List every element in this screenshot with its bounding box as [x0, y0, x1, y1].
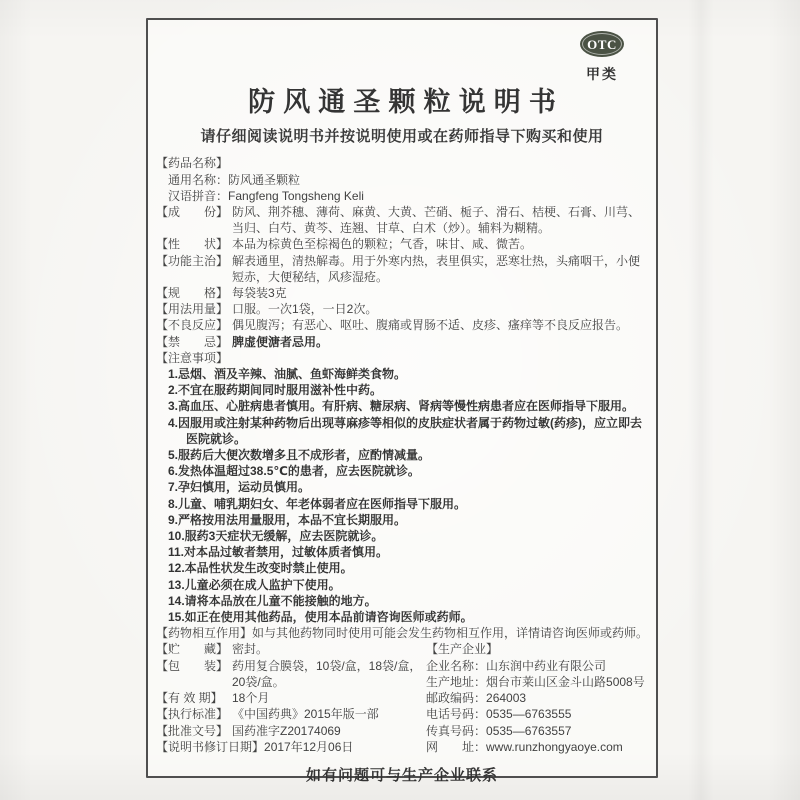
scan-artifact-streak — [688, 0, 714, 800]
packaging-label: 【包 装】 — [156, 658, 229, 673]
precaution-item: 4.因服用或注射某种药物后出现荨麻疹等相似的皮肤症状者属于药物过敏(药疹)，应立即去医院就诊。 — [168, 415, 643, 446]
storage-value: 密封。 — [232, 642, 269, 657]
precaution-item: 2.不宜在服药期间同时服用滋补性中药。 — [168, 383, 383, 398]
validity-row — [156, 690, 426, 706]
revision-row — [156, 739, 426, 755]
pinyin-label: 汉语拼音： — [168, 188, 229, 203]
manufacturer-row — [426, 706, 648, 722]
leaflet-border-frame — [146, 18, 658, 784]
approval-label: 【批准文号】 — [156, 723, 229, 738]
interaction-label: 【药物相互作用】 — [156, 626, 253, 641]
precaution-item: 8.儿童、哺乳期妇女、年老体弱者应在医师指导下服用。 — [168, 496, 467, 511]
precaution-item: 6.发热体温超过38.5℃的患者，应去医院就诊。 — [168, 464, 420, 479]
indications-value: 解表通里，清热解毒。用于外寒内热，表里俱实，恶寒壮热，头痛咽干，小便短赤，大便秘结，风疹湿疮。 — [232, 253, 641, 284]
dosage-row — [156, 301, 648, 317]
ingredients-row — [156, 204, 648, 236]
bottom-left-column — [156, 641, 426, 754]
precaution-item: 15.如正在使用其他药品，使用本品前请咨询医师或药师。 — [168, 610, 473, 625]
manufacturer-row — [426, 723, 648, 739]
manufacturer-row — [426, 739, 648, 755]
validity-label: 【有 效 期】 — [156, 691, 223, 706]
standard-label: 【执行标准】 — [156, 707, 229, 722]
indications-label: 【功能主治】 — [156, 253, 229, 268]
otc-mark-block — [576, 31, 628, 84]
precautions-list — [168, 366, 648, 625]
packaging-value: 药用复合膜袋，10袋/盒，18袋/盒，20袋/盒。 — [232, 658, 422, 689]
postcode-label: 邮政编码： — [426, 691, 487, 706]
website-label: 网 址： — [426, 739, 487, 754]
phone-value: 0535—6763555 — [486, 707, 572, 722]
precaution-item: 10.服药3天症状无缓解，应去医院就诊。 — [168, 529, 384, 544]
indications-row — [156, 253, 648, 285]
interaction-row — [156, 625, 648, 641]
property-value: 本品为棕黄色至棕褐色的颗粒；气香，味甘、咸、微苦。 — [232, 237, 533, 252]
precaution-item: 7.孕妇慎用，运动员慎用。 — [168, 480, 311, 495]
fax-value: 0535—6763557 — [486, 723, 572, 738]
precaution-item: 12.本品性状发生改变时禁止使用。 — [168, 561, 353, 576]
dosage-label: 【用法用量】 — [156, 302, 229, 317]
otc-class-label: 甲类 — [586, 66, 618, 82]
packaging-row — [156, 658, 426, 690]
specification-row — [156, 285, 648, 301]
precaution-item: 11.对本品过敏者禁用，过敏体质者慎用。 — [168, 545, 389, 560]
generic-name-row — [156, 172, 648, 188]
storage-row — [156, 641, 426, 657]
precaution-item: 3.高血压、心脏病患者慎用。有肝病、糖尿病、肾病等慢性病患者应在医师指导下服用。 — [168, 399, 635, 414]
precaution-item: 13.儿童必须在成人监护下使用。 — [168, 577, 341, 592]
manufacturer-row — [426, 658, 648, 674]
phone-label: 电话号码： — [426, 707, 487, 722]
storage-label: 【贮 藏】 — [156, 642, 229, 657]
otc-badge-label: OTC — [587, 36, 617, 52]
generic-name-value: 防风通圣颗粒 — [228, 172, 301, 187]
property-label: 【性 状】 — [156, 237, 229, 252]
generic-name-label: 通用名称： — [168, 172, 229, 187]
revision-label: 【说明书修订日期】 — [156, 739, 265, 754]
standard-value: 《中国药典》2015年版一部 — [232, 707, 379, 722]
company-name-label: 企业名称： — [426, 658, 487, 673]
bottom-columns — [156, 641, 648, 754]
precaution-item: 5.服药后大便次数增多且不成形者，应酌情减量。 — [168, 448, 431, 463]
adverse-reactions-row — [156, 317, 648, 333]
contraindications-row — [156, 334, 648, 350]
precaution-item: 9.严格按用法用量服用，本品不宜长期服用。 — [168, 512, 407, 527]
adverse-reactions-label: 【不良反应】 — [156, 318, 229, 333]
manufacturer-row — [426, 690, 648, 706]
interaction-value: 如与其他药物同时使用可能会发生药物相互作用，详情请咨询医师或药师。 — [252, 626, 649, 641]
website-value: www.runzhongyaoye.com — [486, 739, 623, 754]
manufacturer-row — [426, 674, 648, 690]
section-drug-name-label: 【药品名称】 — [156, 156, 229, 171]
address-value: 烟台市莱山区金斗山路5008号 — [486, 674, 645, 689]
leaflet-body — [156, 155, 648, 784]
contraindications-label: 【禁 忌】 — [156, 334, 229, 349]
specification-label: 【规 格】 — [156, 286, 229, 301]
approval-row — [156, 723, 426, 739]
page-subtitle: 请仔细阅读说明书并按说明使用或在药师指导下购买和使用 — [200, 128, 604, 146]
dosage-value: 口服。一次1袋，一日2次。 — [232, 302, 378, 317]
validity-value: 18个月 — [232, 691, 270, 706]
postcode-value: 264003 — [486, 691, 527, 706]
footer-contact-note: 如有问题可与生产企业联系 — [305, 766, 498, 784]
contraindications-value: 脾虚便溏者忌用。 — [232, 334, 329, 349]
pinyin-value: Fangfeng Tongsheng Keli — [228, 188, 364, 203]
specification-value: 每袋装3克 — [232, 286, 287, 301]
fax-label: 传真号码： — [426, 723, 487, 738]
address-label: 生产地址： — [426, 674, 487, 689]
manufacturer-column — [426, 641, 648, 754]
precaution-item: 14.请将本品放在儿童不能接触的地方。 — [168, 593, 377, 608]
ingredients-label: 【成 份】 — [156, 205, 229, 219]
standard-row — [156, 706, 426, 722]
manufacturer-label: 【生产企业】 — [426, 642, 499, 657]
page-title: 防风通圣颗粒说明书 — [248, 87, 564, 117]
adverse-reactions-value: 偶见腹泻；有恶心、呕吐、腹痛或胃肠不适、皮疹、瘙痒等不良反应报告。 — [232, 318, 629, 333]
company-name-value: 山东润中药业有限公司 — [486, 658, 607, 673]
ingredients-value: 防风、荆芥穗、薄荷、麻黄、大黄、芒硝、栀子、滑石、桔梗、石膏、川芎、当归、白芍、黄芩、连翘、甘草、白术（炒）。辅料为糊精。 — [232, 205, 641, 236]
precaution-item: 1.忌烟、酒及辛辣、油腻、鱼虾海鲜类食物。 — [168, 367, 407, 382]
otc-badge — [580, 31, 624, 57]
revision-value: 2017年12月06日 — [264, 739, 354, 754]
approval-value: 国药准字Z20174069 — [232, 723, 341, 738]
pinyin-row — [156, 188, 648, 204]
precautions-label: 【注意事项】 — [156, 350, 229, 365]
property-row — [156, 236, 648, 252]
